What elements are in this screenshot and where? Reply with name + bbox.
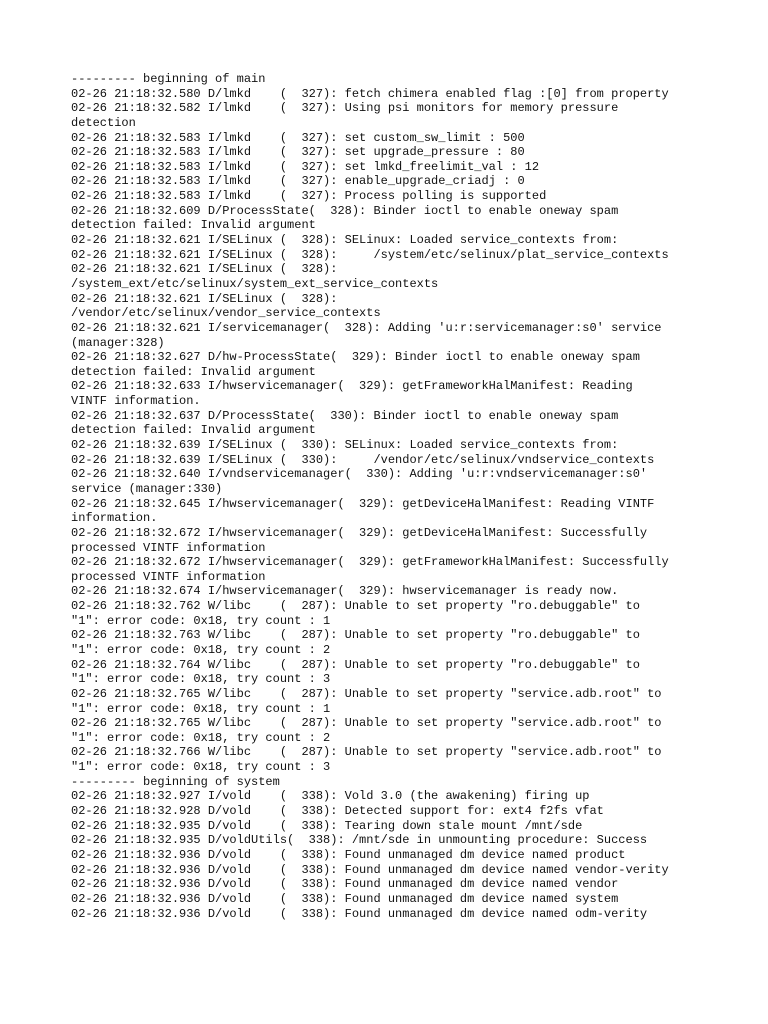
log-line: "1": error code: 0x18, try count : 3: [71, 672, 331, 687]
log-line: detection: [71, 115, 136, 130]
log-line: --------- beginning of system: [71, 774, 280, 789]
log-line: 02-26 21:18:32.928 D/vold ( 338): Detected support for: ext4 f2fs vfat: [71, 804, 604, 819]
log-line: 02-26 21:18:32.935 D/voldUtils( 338): /mnt/sde in unmounting procedure: Success: [71, 833, 648, 848]
log-line: 02-26 21:18:32.936 D/vold ( 338): Found unmanaged dm device named vendor-verity: [71, 862, 669, 877]
log-line: processed VINTF information: [71, 569, 266, 584]
log-line: 02-26 21:18:32.763 W/libc ( 287): Unable to set property "ro.debuggable" to: [71, 628, 640, 643]
log-line: 02-26 21:18:32.633 I/hwservicemanager( 329): getFrameworkHalManifest: Reading: [71, 379, 633, 394]
log-line: 02-26 21:18:32.645 I/hwservicemanager( 329): getDeviceHalManifest: Reading VINTF: [71, 496, 655, 511]
log-line: 02-26 21:18:32.936 D/vold ( 338): Found unmanaged dm device named system: [71, 891, 619, 906]
log-line: detection failed: Invalid argument: [71, 218, 316, 233]
log-line: 02-26 21:18:32.639 I/SELinux ( 330): SELinux: Loaded service_contexts from:: [71, 438, 619, 453]
log-line: detection failed: Invalid argument: [71, 423, 316, 438]
log-line: detection failed: Invalid argument: [71, 364, 316, 379]
log-line: "1": error code: 0x18, try count : 2: [71, 730, 331, 745]
log-line: service (manager:330): [71, 481, 223, 496]
log-line: 02-26 21:18:32.672 I/hwservicemanager( 329): getDeviceHalManifest: Successfully: [71, 525, 648, 540]
log-line: "1": error code: 0x18, try count : 1: [71, 701, 331, 716]
log-line: 02-26 21:18:32.672 I/hwservicemanager( 329): getFrameworkHalManifest: Successfully: [71, 555, 669, 570]
log-line: 02-26 21:18:32.639 I/SELinux ( 330): /vendor/etc/selinux/vndservice_contexts: [71, 452, 655, 467]
log-line: 02-26 21:18:32.674 I/hwservicemanager( 329): hwservicemanager is ready now.: [71, 584, 619, 599]
log-line: 02-26 21:18:32.621 I/SELinux ( 328):: [71, 262, 338, 277]
log-text: [71, 72, 711, 921]
log-line: 02-26 21:18:32.764 W/libc ( 287): Unable to set property "ro.debuggable" to: [71, 657, 640, 672]
log-line: 02-26 21:18:32.637 D/ProcessState( 330): Binder ioctl to enable oneway spam: [71, 408, 619, 423]
log-line: 02-26 21:18:32.583 I/lmkd ( 327): set lmkd_freelimit_val : 12: [71, 159, 540, 174]
log-line: /vendor/etc/selinux/vendor_service_contexts: [71, 306, 381, 321]
log-line: --------- beginning of main: [71, 72, 266, 86]
log-line: 02-26 21:18:32.936 D/vold ( 338): Found unmanaged dm device named odm-verity: [71, 906, 648, 921]
log-line: processed VINTF information: [71, 540, 266, 555]
log-line: 02-26 21:18:32.935 D/vold ( 338): Tearing down stale mount /mnt/sde: [71, 818, 583, 833]
log-line: 02-26 21:18:32.762 W/libc ( 287): Unable to set property "ro.debuggable" to: [71, 599, 640, 614]
log-line: "1": error code: 0x18, try count : 3: [71, 760, 331, 775]
log-line: 02-26 21:18:32.580 D/lmkd ( 327): fetch chimera enabled flag :[0] from property: [71, 86, 669, 101]
log-line: 02-26 21:18:32.583 I/lmkd ( 327): enable_upgrade_criadj : 0: [71, 174, 525, 189]
log-line: 02-26 21:18:32.583 I/lmkd ( 327): set custom_sw_limit : 500: [71, 130, 525, 145]
log-line: VINTF information.: [71, 394, 201, 409]
log-line: 02-26 21:18:32.582 I/lmkd ( 327): Using psi monitors for memory pressure: [71, 101, 619, 116]
log-line: information.: [71, 511, 158, 526]
log-line: 02-26 21:18:32.621 I/SELinux ( 328):: [71, 291, 338, 306]
log-line: 02-26 21:18:32.766 W/libc ( 287): Unable to set property "service.adb.root" to: [71, 745, 662, 760]
log-line: 02-26 21:18:32.621 I/servicemanager( 328): Adding 'u:r:servicemanager:s0' service: [71, 320, 662, 335]
log-line: /system_ext/etc/selinux/system_ext_service_contexts: [71, 276, 439, 291]
log-line: 02-26 21:18:32.927 I/vold ( 338): Vold 3.0 (the awakening) firing up: [71, 789, 590, 804]
log-line: "1": error code: 0x18, try count : 1: [71, 613, 331, 628]
log-line: 02-26 21:18:32.936 D/vold ( 338): Found unmanaged dm device named vendor: [71, 877, 619, 892]
log-line: 02-26 21:18:32.765 W/libc ( 287): Unable to set property "service.adb.root" to: [71, 716, 662, 731]
log-line: 02-26 21:18:32.583 I/lmkd ( 327): Process polling is supported: [71, 189, 547, 204]
log-line: (manager:328): [71, 335, 165, 350]
log-line: 02-26 21:18:32.583 I/lmkd ( 327): set upgrade_pressure : 80: [71, 145, 525, 160]
log-line: 02-26 21:18:32.621 I/SELinux ( 328): /system/etc/selinux/plat_service_contexts: [71, 247, 669, 262]
log-line: 02-26 21:18:32.640 I/vndservicemanager( 330): Adding 'u:r:vndservicemanager:s0': [71, 467, 648, 482]
log-line: 02-26 21:18:32.609 D/ProcessState( 328): Binder ioctl to enable oneway spam: [71, 203, 619, 218]
log-line: 02-26 21:18:32.621 I/SELinux ( 328): SELinux: Loaded service_contexts from:: [71, 233, 619, 248]
log-line: 02-26 21:18:32.936 D/vold ( 338): Found unmanaged dm device named product: [71, 847, 626, 862]
log-line: 02-26 21:18:32.765 W/libc ( 287): Unable to set property "service.adb.root" to: [71, 686, 662, 701]
log-line: "1": error code: 0x18, try count : 2: [71, 642, 331, 657]
log-line: 02-26 21:18:32.627 D/hw-ProcessState( 329): Binder ioctl to enable oneway spam: [71, 350, 640, 365]
